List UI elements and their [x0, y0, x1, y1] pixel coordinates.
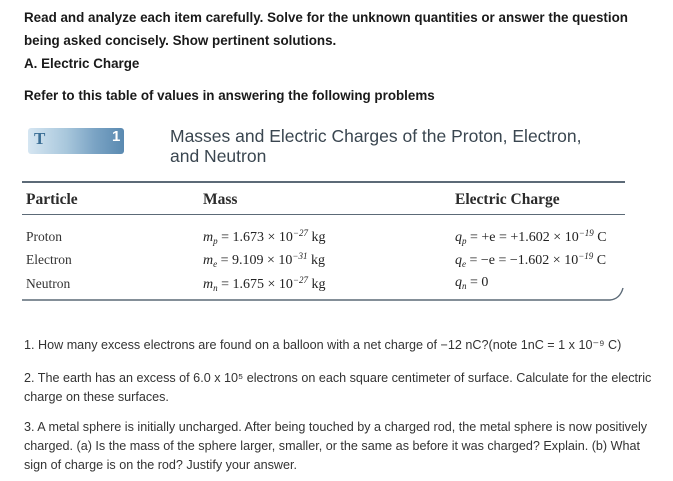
- table-title: Masses and Electric Charges of the Proton, Electron, and Neutron: [170, 126, 582, 166]
- charge-value: $q_p = +e = +1.602 \times 10^{-19}$ C: [455, 228, 607, 246]
- table-header-rule: [22, 214, 625, 215]
- row-particle: Proton: [26, 229, 63, 244]
- charge-value: $q_n = 0$: [455, 275, 489, 291]
- table-badge-letter: T: [34, 129, 46, 148]
- header-charge: Electric Charge: [455, 191, 560, 208]
- table-badge-number: 1: [112, 128, 121, 145]
- refer-text: Refer to this table of values in answering the following problems: [24, 88, 435, 103]
- mass-value: $m_e = 9.109 \times 10^{-31}$ kg: [203, 251, 325, 269]
- row-particle: Neutron: [26, 276, 71, 291]
- question-1: 1. How many excess electrons are found on a balloon with a net charge of −12 nC?(note 1nC = 1 x 10⁻⁹ C): [24, 338, 622, 352]
- row-particle: Electron: [26, 252, 72, 267]
- table-top-rule: [22, 181, 625, 183]
- question-3: 3. A metal sphere is initially uncharged. After being touched by a charged rod, the metal sphere is now positively charged. (a) Is the mass of the sphere larger, smaller, or the same as before it was charged? Explain. (b) What sign of charge is on the rod? Justify your answer.: [24, 420, 648, 472]
- mass-value: $m_n = 1.675 \times 10^{-27}$ kg: [203, 275, 326, 293]
- charge-value: $q_e = -e = -1.602 \times 10^{-19}$ C: [455, 251, 607, 269]
- question-2: 2. The earth has an excess of 6.0 x 10⁵ electrons on each square centimeter of surface. Calculate for the electric charge on these surfaces.: [24, 371, 652, 404]
- header-mass: Mass: [203, 191, 238, 208]
- section-heading: A. Electric Charge: [24, 56, 140, 71]
- mass-value: $m_p = 1.673 \times 10^{-27}$ kg: [203, 228, 326, 246]
- table-bottom-rule: [20, 286, 630, 306]
- header-particle: Particle: [26, 191, 78, 208]
- instructions-text: Read and analyze each item carefully. Solve for the unknown quantities or answer the question being asked concisely. Show pertinent solutions.: [24, 10, 628, 48]
